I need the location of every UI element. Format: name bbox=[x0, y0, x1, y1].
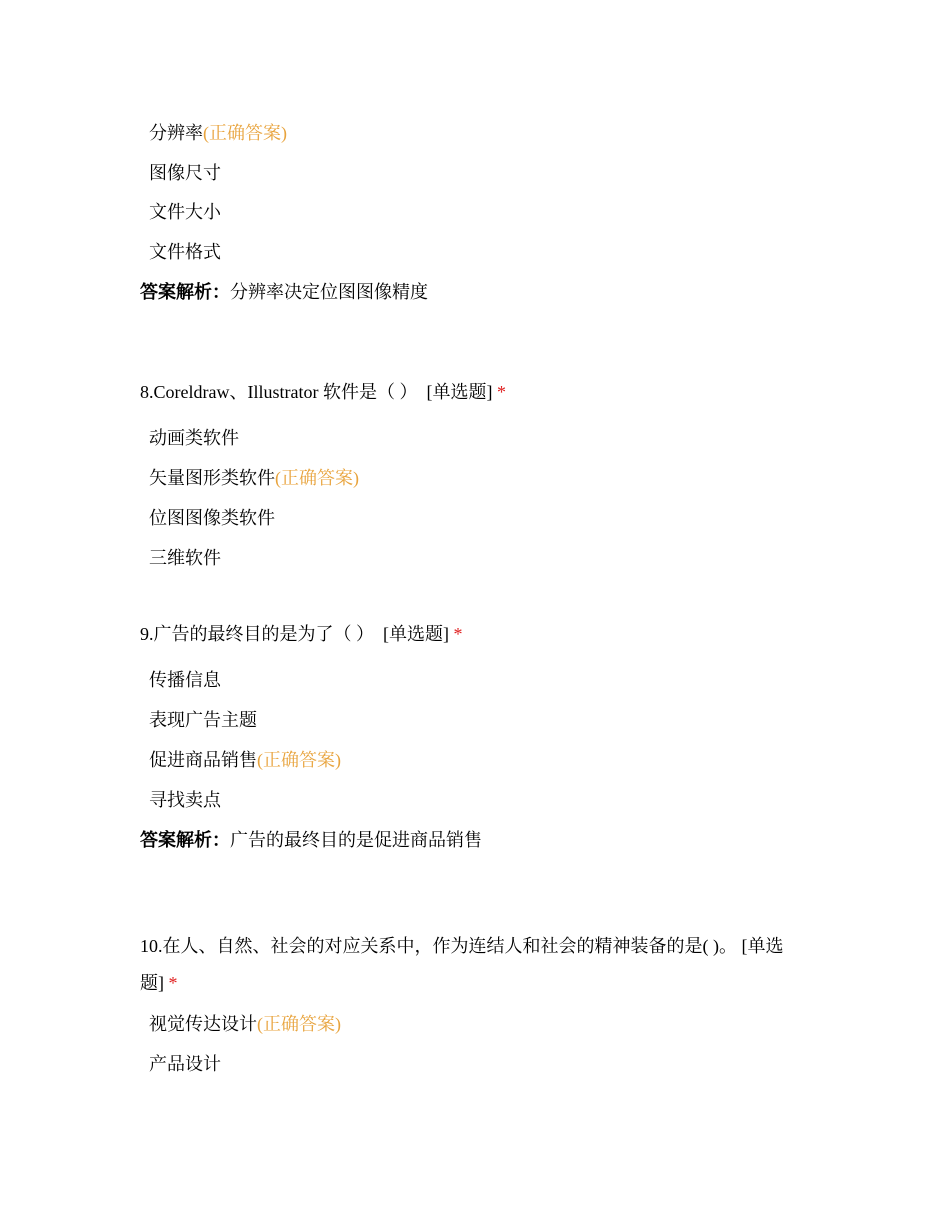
option-text: 文件大小 bbox=[149, 202, 221, 222]
q7-option-4 bbox=[149, 240, 221, 264]
q9-option-1 bbox=[149, 668, 221, 692]
question-text: 在人、自然、社会的对应关系中，作为连结人和社会的精神装备的是( )。 bbox=[162, 936, 737, 956]
option-text: 表现广告主题 bbox=[149, 710, 257, 730]
correct-answer-tag: (正确答案) bbox=[257, 750, 341, 770]
analysis-label: 答案解析： bbox=[140, 282, 230, 302]
q8-option-3 bbox=[149, 506, 275, 530]
analysis-label: 答案解析： bbox=[140, 830, 230, 850]
q7-option-1 bbox=[149, 121, 287, 145]
option-text: 视觉传达设计 bbox=[149, 1014, 257, 1034]
analysis-text: 分辨率决定位图图像精度 bbox=[230, 282, 428, 302]
option-text: 位图图像类软件 bbox=[149, 508, 275, 528]
q9-option-3 bbox=[149, 748, 341, 772]
question-type: [单选题] bbox=[383, 624, 449, 644]
q10-title bbox=[140, 928, 810, 1002]
q7-option-2 bbox=[149, 161, 221, 185]
question-number: 10. bbox=[140, 936, 163, 956]
option-text: 传播信息 bbox=[149, 670, 221, 690]
question-type: [单选题] bbox=[140, 936, 784, 993]
q9-option-2 bbox=[149, 708, 257, 732]
q8-title bbox=[140, 380, 506, 404]
question-text: Coreldraw、Illustrator 软件是（ ） bbox=[153, 382, 418, 402]
correct-answer-tag: (正确答案) bbox=[257, 1014, 341, 1034]
q8-option-1 bbox=[149, 426, 239, 450]
q9-option-4 bbox=[149, 788, 221, 812]
option-text: 矢量图形类软件 bbox=[149, 468, 275, 488]
q8-option-4 bbox=[149, 546, 221, 570]
option-text: 寻找卖点 bbox=[149, 790, 221, 810]
question-type: [单选题] bbox=[426, 382, 493, 402]
correct-answer-tag: (正确答案) bbox=[275, 468, 359, 488]
q7-analysis bbox=[140, 280, 428, 304]
option-text: 促进商品销售 bbox=[149, 750, 257, 770]
option-text: 图像尺寸 bbox=[149, 163, 221, 183]
option-text: 产品设计 bbox=[149, 1054, 221, 1074]
q10-option-2 bbox=[149, 1052, 221, 1076]
option-text: 分辨率 bbox=[149, 123, 203, 143]
q7-option-3 bbox=[149, 200, 221, 224]
correct-answer-tag: (正确答案) bbox=[203, 123, 287, 143]
q9-analysis bbox=[140, 828, 482, 852]
option-text: 动画类软件 bbox=[149, 428, 239, 448]
q9-title bbox=[140, 622, 463, 646]
q8-option-2 bbox=[149, 466, 359, 490]
q10-option-1 bbox=[149, 1012, 341, 1036]
option-text: 文件格式 bbox=[149, 242, 221, 262]
required-mark: * bbox=[168, 973, 178, 993]
question-number: 9. bbox=[140, 624, 154, 644]
required-mark: * bbox=[453, 624, 463, 644]
required-mark: * bbox=[496, 382, 506, 402]
question-number: 8. bbox=[140, 382, 154, 402]
option-text: 三维软件 bbox=[149, 548, 221, 568]
question-text: 广告的最终目的是为了（ ） bbox=[153, 624, 374, 644]
analysis-text: 广告的最终目的是促进商品销售 bbox=[230, 830, 482, 850]
